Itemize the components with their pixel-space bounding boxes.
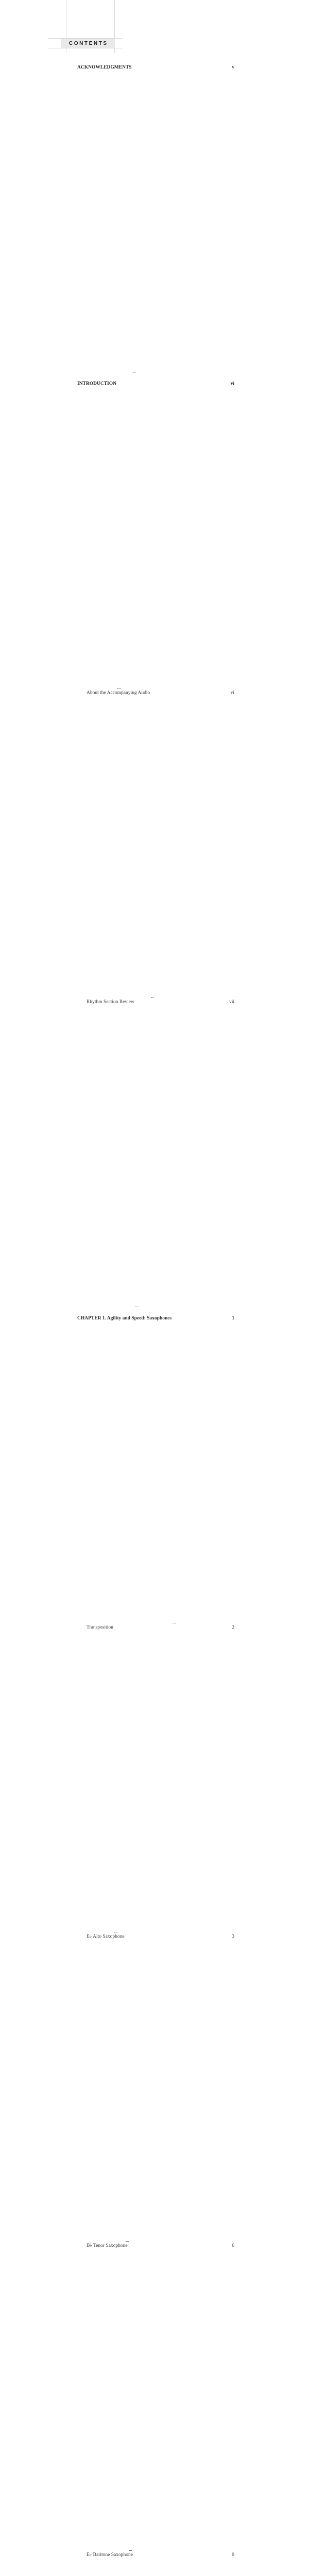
toc-entry (77, 2552, 234, 2576)
toc-entry (77, 999, 234, 1309)
toc-page-number: vii (140, 999, 234, 1309)
toc-entry-label: INTRODUCTION (77, 381, 117, 386)
toc-entry-label: Transposition (87, 1625, 113, 1630)
toc-group (77, 1316, 234, 2576)
toc-page-number: 2 (118, 1625, 234, 1934)
contents-header (61, 39, 115, 48)
toc-chapter-entry (77, 1316, 234, 1625)
toc-chapter-entry (77, 381, 234, 690)
toc-page-number: 1 (177, 1316, 234, 1625)
toc-entry-label: About the Accompanying Audio (87, 690, 150, 696)
toc-page-number: vi (122, 381, 234, 690)
toc-group (77, 65, 234, 374)
toc-entry-label: B♭ Tenor Saxophone (87, 2243, 128, 2248)
toc-leader-dots (114, 1932, 117, 1933)
toc-entry (77, 690, 234, 999)
toc-page-number: vi (155, 690, 234, 999)
decor-horizontal-rule-top (48, 38, 123, 39)
toc-group (77, 381, 234, 1309)
toc-page-number: 6 (133, 2243, 234, 2552)
toc-entry (77, 1625, 234, 1934)
toc-leader-dots (126, 2241, 129, 2242)
toc-entry (77, 1934, 234, 2243)
toc-page-number: 3 (130, 1934, 234, 2243)
table-of-contents (77, 65, 234, 2576)
toc-entry-label: E♭ Alto Saxophone (87, 1934, 125, 1939)
toc-entry-label: E♭ Baritone Saxophone (87, 2552, 133, 2557)
toc-leader-dots (117, 688, 121, 689)
toc-chapter-entry (77, 65, 234, 374)
toc-entry-label: Rhythm Section Review (87, 999, 134, 1005)
toc-page-number: v (137, 65, 234, 374)
toc-page-number: 9 (138, 2552, 234, 2576)
toc-entry-label: CHAPTER 1. Agility and Speed: Saxophones (77, 1316, 172, 1321)
toc-entry-label: ACKNOWLEDGMENTS (77, 65, 132, 70)
contents-title: CONTENTS (68, 40, 108, 46)
toc-leader-dots (129, 2550, 132, 2551)
toc-leader-dots (151, 997, 154, 998)
toc-entry (77, 2243, 234, 2552)
